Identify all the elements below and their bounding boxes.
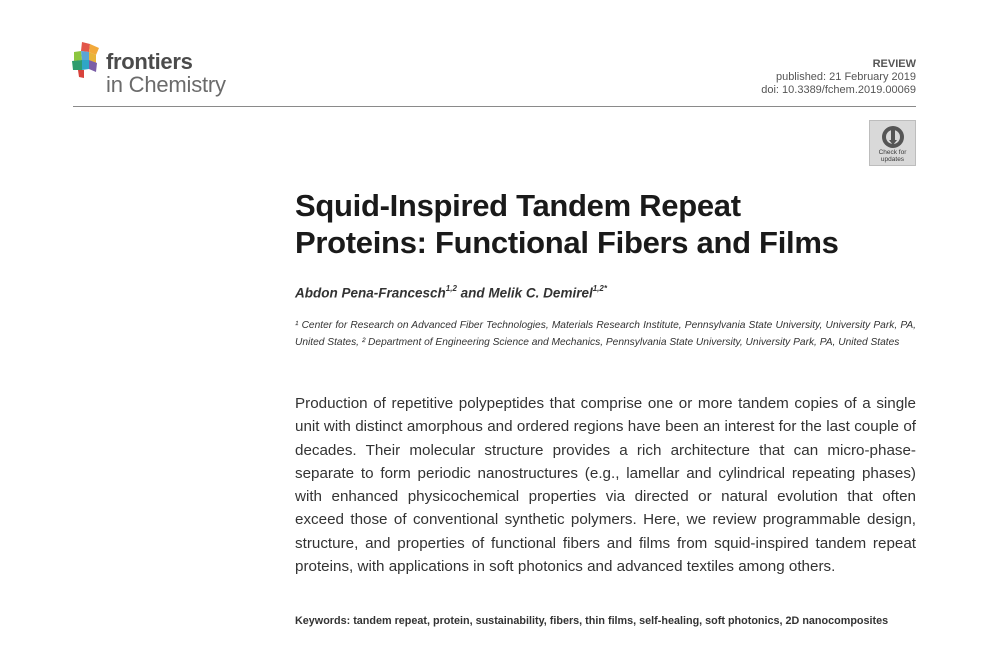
author-connector: and (456, 285, 489, 301)
author-name[interactable]: Melik C. Demirel (488, 285, 593, 301)
doi-link[interactable]: doi: 10.3389/fchem.2019.00069 (761, 84, 916, 96)
journal-brand-name: frontiers (106, 49, 193, 74)
header-divider (73, 106, 916, 107)
author-list (295, 285, 607, 301)
check-for-updates-icon (880, 124, 906, 150)
published-date: published: 21 February 2019 (775, 71, 916, 83)
abstract-text: Production of repetitive polypeptides that comprise one or more tandem copies of a single unit with distinct amorphous and ordered regions have been an interest for the last couple of decades. Their molecular structure provides a rich architecture that can micro-phase-separate to form periodic nanostructures (e.g., lamellar and cylindrical repeating phases) with enhanced physicochemical properties via directed or natural evolution that often exceed those of conventional synthetic polymers. Here, we review programmable design, structure, and properties of functional fibers and films from squid-inspired tandem repeat proteins, with applications in soft photonics and advanced textiles among others. (295, 395, 916, 576)
author-affiliation-marker: 1,2* (592, 284, 607, 293)
badge-label-line2: updates (880, 156, 905, 163)
affiliations: ¹ Center for Research on Advanced Fiber Technologies, Materials Research Institute, Pennsylvania State University, University Park, PA, United States, ² Department of Engineering Science and Mechanics, Pennsylvania State University, University Park, PA, United States (295, 320, 916, 348)
title-line-2: Proteins: Functional Fibers and Films (295, 225, 839, 260)
badge-label-line1: Check for (878, 149, 907, 156)
author-affiliation-marker: 1,2 (445, 284, 457, 293)
article-title (295, 187, 935, 261)
author-name[interactable]: Abdon Pena-Francesch (295, 285, 446, 301)
journal-name: in Chemistry (106, 72, 226, 97)
frontiers-logo-icon (72, 42, 104, 80)
title-line-1: Squid-Inspired Tandem Repeat (295, 188, 741, 223)
check-for-updates-badge[interactable] (869, 120, 916, 166)
keywords: Keywords: tandem repeat, protein, sustainability, fibers, thin films, self-healing, soft photonics, 2D nanocomposites (295, 615, 889, 627)
article-type: REVIEW (872, 58, 916, 70)
